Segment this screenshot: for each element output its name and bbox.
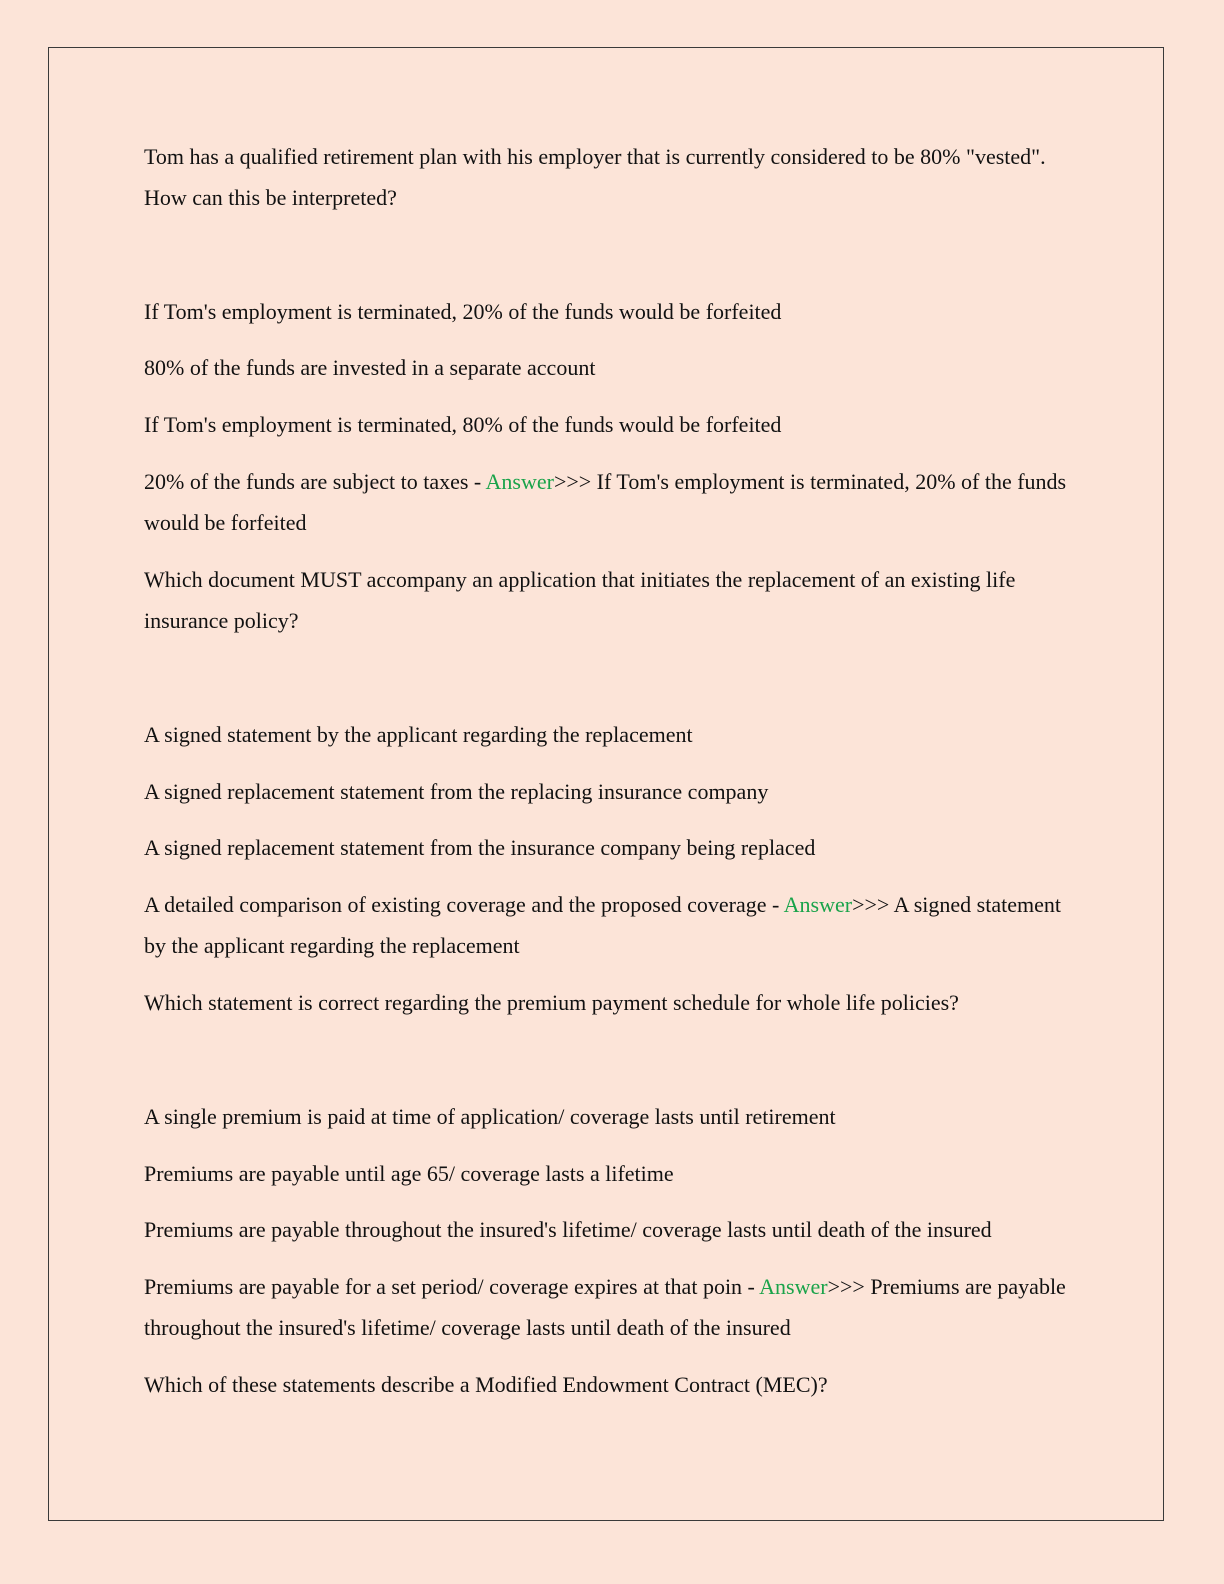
question-3-option-3: Premiums are payable throughout the insured's lifetime/ coverage lasts until death of the insured: [144, 1217, 992, 1242]
option-text: A detailed comparison of existing coverage and the proposed coverage -: [144, 892, 784, 917]
question-1-option-4-with-answer: [144, 461, 1074, 543]
question-1-option-3: If Tom's employment is terminated, 80% of the funds would be forfeited: [144, 412, 782, 437]
question-2: Which document MUST accompany an application that initiates the replacement of an existing life insurance policy?: [144, 567, 1016, 633]
answer-text: >>> A signed statement by the applicant regarding the replacement: [144, 892, 1061, 958]
answer-label: Answer: [485, 469, 554, 494]
question-3-option-2: Premiums are payable until age 65/ coverage lasts a lifetime: [144, 1161, 674, 1186]
question-2-option-4-with-answer: [144, 884, 1074, 966]
answer-label: Answer: [759, 1274, 828, 1299]
answer-label: Answer: [783, 892, 853, 917]
answer-text: >>> Premiums are payable throughout the insured's lifetime/ coverage lasts until death of the insured: [144, 1274, 1066, 1340]
question-1: Tom has a qualified retirement plan with his employer that is currently considered to be 80% "vested". How can this be interpreted?: [144, 144, 1046, 210]
question-3-option-1: A single premium is paid at time of application/ coverage lasts until retirement: [144, 1104, 836, 1129]
question-1-option-2: 80% of the funds are invested in a separate account: [144, 355, 596, 380]
question-4: Which of these statements describe a Modified Endowment Contract (MEC)?: [144, 1372, 828, 1397]
question-2-option-1: A signed statement by the applicant regarding the replacement: [144, 722, 693, 747]
question-2-option-2: A signed replacement statement from the replacing insurance company: [144, 779, 769, 804]
option-text: 20% of the funds are subject to taxes -: [144, 469, 486, 494]
question-3: Which statement is correct regarding the premium payment schedule for whole life policies?: [144, 990, 959, 1015]
question-3-option-4-with-answer: [144, 1266, 1074, 1348]
answer-text: >>> If Tom's employment is terminated, 20% of the funds would be forfeited: [144, 469, 1067, 535]
option-text: Premiums are payable for a set period/ coverage expires at that poin -: [144, 1274, 760, 1299]
question-2-option-3: A signed replacement statement from the insurance company being replaced: [144, 835, 816, 860]
question-1-option-1: If Tom's employment is terminated, 20% of the funds would be forfeited: [144, 299, 782, 324]
